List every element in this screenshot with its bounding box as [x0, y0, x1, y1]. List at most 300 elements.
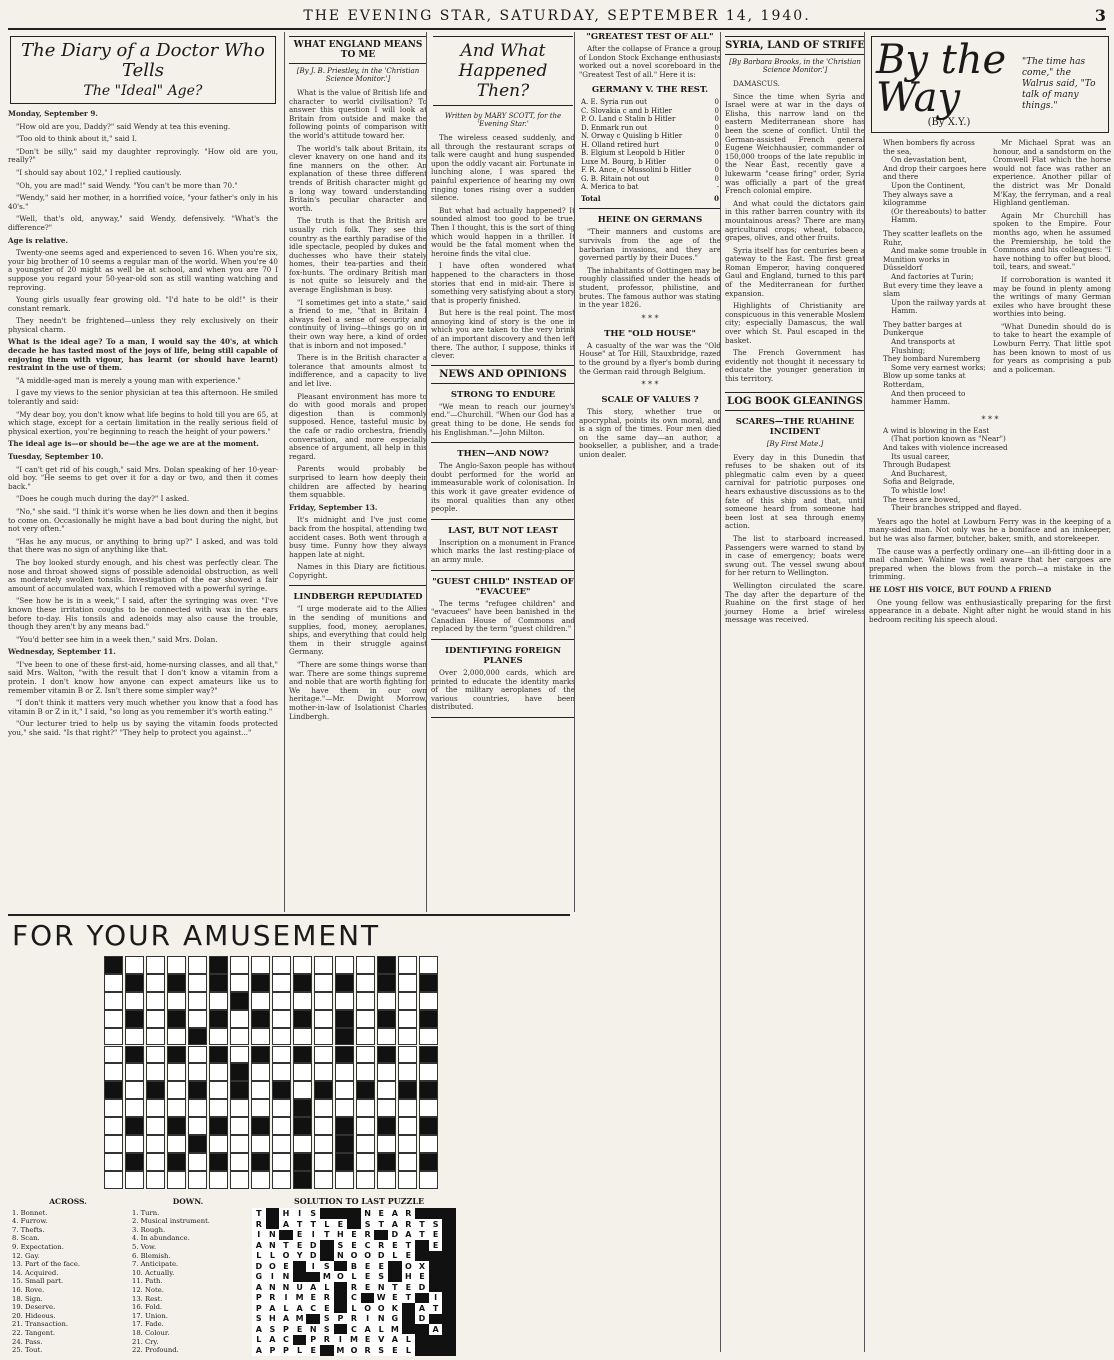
solution-cell: M	[293, 1292, 307, 1303]
crossword-cell	[251, 974, 270, 992]
solution-cell: E	[347, 1229, 361, 1240]
solution-cell: M	[334, 1345, 348, 1356]
crossword-cell	[188, 1028, 207, 1046]
solution-cell: N	[266, 1282, 280, 1293]
crossword-cell[interactable]	[125, 1099, 144, 1117]
diary-body	[8, 110, 278, 738]
across-clue: 4. Furrow.	[12, 1217, 48, 1226]
scoreboard-score: 0	[714, 140, 719, 149]
scoreboard-score: 0	[714, 157, 719, 166]
scoreboard-score: 0	[714, 98, 719, 107]
solution-cell: L	[252, 1334, 266, 1345]
crossword-cell	[335, 1117, 354, 1135]
crossword-cell[interactable]	[230, 1028, 249, 1046]
what-happened-body	[431, 134, 575, 361]
by-the-way-paragraph-2: HE LOST HIS VOICE, BUT FOUND A FRIEND	[869, 584, 1052, 594]
crossword-cell[interactable]	[104, 992, 123, 1010]
crossword-cell[interactable]	[146, 1063, 165, 1081]
down-clue: 18. Colour.	[132, 1328, 170, 1337]
lindbergh-headline: LINDBERGH REPUDIATED	[293, 592, 423, 603]
poem-line: And drop their cargoes here and there	[883, 163, 987, 182]
crossword-cell[interactable]	[188, 1117, 207, 1135]
crossword-cell[interactable]	[209, 992, 228, 1010]
scoreboard-name: N. Orway c Quisling b Hitler	[581, 132, 683, 141]
solution-cell: N	[266, 1240, 280, 1251]
crossword-cell[interactable]	[125, 992, 144, 1010]
crossword-cell[interactable]	[272, 1028, 291, 1046]
crossword-cell[interactable]	[356, 1099, 375, 1117]
crossword-cell	[377, 956, 396, 974]
what-happened-box	[433, 36, 573, 106]
diary-paragraph: "Don't be silly," said my daughter reprovingly. "How old are you, really?"	[8, 146, 278, 165]
solution-cell: G	[252, 1271, 266, 1282]
crossword-cell[interactable]	[188, 1063, 207, 1081]
down-clue: 13. Rest.	[132, 1294, 163, 1303]
crossword-cell	[419, 974, 438, 992]
crossword-cell[interactable]	[419, 1135, 438, 1153]
crossword-cell[interactable]	[188, 992, 207, 1010]
crossword-cell[interactable]	[104, 1063, 123, 1081]
by-the-way-poem-2	[869, 427, 1111, 513]
crossword-cell[interactable]	[398, 1117, 417, 1135]
solution-cell: S	[320, 1261, 334, 1272]
scale-values-body	[579, 408, 721, 460]
poem-line: Blow up some tanks at Rotterdam,	[883, 371, 966, 390]
solution-cell	[415, 1345, 429, 1356]
solution-cell: T	[429, 1303, 443, 1314]
crossword-cell[interactable]	[146, 1028, 165, 1046]
diary-paragraph: The ideal age is—or should be—the age we are at the moment.	[8, 439, 259, 449]
crossword-cell[interactable]	[356, 1010, 375, 1028]
crossword-cell	[104, 956, 123, 974]
crossword-cell[interactable]	[209, 1099, 228, 1117]
crossword-cell[interactable]	[209, 1171, 228, 1189]
crossword-cell[interactable]	[398, 1171, 417, 1189]
crossword-cell[interactable]	[356, 1171, 375, 1189]
crossword-cell	[230, 992, 249, 1010]
crossword-cell[interactable]	[335, 956, 354, 974]
crossword-cell[interactable]	[335, 1099, 354, 1117]
syria-paragraph: Since the time when Syria and Israel were at war in the days of Elisha, this narrow land on the eastern Mediterranean shore has been the scene of conflict. Until the German-assisted French general Eugene Weichhausier, commander of 150,000 troops of the late republic in the Near East, recently gave a lukewarm "cease firing" order, Syria was officially a part of the great French colonial empire.	[725, 91, 865, 196]
solution-cell: R	[361, 1345, 375, 1356]
crossword-cell[interactable]	[146, 974, 165, 992]
crossword-cell[interactable]	[188, 974, 207, 992]
log-book-body	[725, 454, 865, 625]
crossword-cell[interactable]	[209, 1135, 228, 1153]
news-item-text: The Anglo-Saxon people has without doubt performed for the world an immeasurable work of colonisation. In this work it gave greater evidence of its moral qualities than any other people.	[431, 461, 575, 514]
crossword-cell[interactable]	[272, 1117, 291, 1135]
crossword-cell[interactable]	[167, 1135, 186, 1153]
crossword-cell[interactable]	[125, 1171, 144, 1189]
crossword-cell[interactable]	[230, 1171, 249, 1189]
crossword-cell[interactable]	[272, 1046, 291, 1064]
crossword-cell	[419, 1117, 438, 1135]
solution-cell: W	[374, 1292, 388, 1303]
crossword-cell[interactable]	[104, 1171, 123, 1189]
log-book-headline: LOG BOOK GLEANINGS	[725, 392, 865, 411]
news-item-text: Inscription on a monument in France which marks the last resting-place of an army mule.	[431, 537, 575, 564]
heine-paragraph: The inhabitants of Gottingen may be roughly classified under the heads of student, professor, philistine, and brutes. The famous author was stating in the year 1826.	[579, 265, 721, 310]
crossword-cell[interactable]	[188, 1046, 207, 1064]
page-number: 3	[1094, 6, 1106, 25]
crossword-cell[interactable]	[146, 1010, 165, 1028]
poem-stanza	[869, 230, 987, 316]
crossword-cell	[377, 1117, 396, 1135]
crossword-cell[interactable]	[398, 974, 417, 992]
crossword-cell[interactable]	[230, 1010, 249, 1028]
crossword-cell[interactable]	[104, 1117, 123, 1135]
syria-byline: [By Barbara Brooks, in the 'Christian Science Monitor.']	[729, 58, 861, 74]
crossword-cell[interactable]	[272, 992, 291, 1010]
crossword-cell[interactable]	[356, 992, 375, 1010]
solution-cell: D	[415, 1313, 429, 1324]
crossword-cell[interactable]	[272, 1010, 291, 1028]
solution-cell: E	[374, 1261, 388, 1272]
crossword-cell	[419, 1153, 438, 1171]
crossword-cell[interactable]	[104, 1135, 123, 1153]
solution-heading: SOLUTION TO LAST PUZZLE	[294, 1196, 425, 1206]
scoreboard-total	[579, 195, 721, 204]
crossword-cell[interactable]	[125, 1063, 144, 1081]
poem-line: And make some trouble in	[891, 246, 987, 256]
scoreboard-row	[579, 183, 721, 192]
solution-cell: I	[293, 1208, 307, 1219]
diary-paragraph: Age is relative.	[8, 235, 69, 245]
crossword-cell[interactable]	[335, 1063, 354, 1081]
crossword-cell[interactable]	[188, 1010, 207, 1028]
crossword-cell[interactable]	[314, 1099, 333, 1117]
solution-cell: I	[266, 1271, 280, 1282]
crossword-cell[interactable]	[398, 1010, 417, 1028]
crossword-cell[interactable]	[314, 956, 333, 974]
crossword-cell[interactable]	[146, 1099, 165, 1117]
by-the-way-box	[871, 36, 1109, 133]
crossword-cell[interactable]	[398, 992, 417, 1010]
down-clues	[132, 1198, 244, 1355]
solution-cell: E	[361, 1334, 375, 1345]
news-item-text: "We mean to reach our journey's end."—Churchill. "When our God has a great thing to be done, He sends for his Englishman."—John Milton.	[431, 401, 575, 437]
solution-cell: G	[388, 1313, 402, 1324]
crossword-cell[interactable]	[272, 1171, 291, 1189]
crossword-cell[interactable]	[272, 1063, 291, 1081]
crossword-cell[interactable]	[104, 1028, 123, 1046]
crossword-cell[interactable]	[230, 1046, 249, 1064]
england-paragraph: Parents would probably be surprised to learn how deeply their children are affected by hearing them squabble.	[289, 464, 427, 500]
crossword-cell[interactable]	[167, 956, 186, 974]
crossword-cell	[167, 1153, 186, 1171]
crossword-grid[interactable]	[104, 956, 446, 1189]
crossword-cell[interactable]	[314, 1028, 333, 1046]
crossword-cell[interactable]	[377, 1081, 396, 1099]
solution-cell: R	[320, 1334, 334, 1345]
crossword-cell[interactable]	[188, 1171, 207, 1189]
crossword-cell	[335, 1046, 354, 1064]
what-happened-paragraph: But here is the real point. The most annoying kind of story is the one in which you are taken to the very brink of an important discovery and then left there. The author, I suppose, thinks it clever.	[431, 308, 575, 361]
diary-paragraph: I gave my views to the senior physician at tea this afternoon. He smiled tolerantly and said:	[8, 388, 278, 407]
diary-paragraph: Young girls usually fear growing old. "I'd hate to be old!" is their constant remark.	[8, 295, 278, 313]
walrus-quote: "The time has come," the Walrus said, "To talk of many things."	[1022, 57, 1096, 111]
crossword-cell[interactable]	[146, 956, 165, 974]
solution-cell: N	[279, 1271, 293, 1282]
crossword-cell[interactable]	[419, 1171, 438, 1189]
crossword-cell[interactable]	[251, 1081, 270, 1099]
crossword-cell[interactable]	[125, 1028, 144, 1046]
news-item-heading: IDENTIFYING FOREIGN PLANES	[445, 645, 561, 666]
crossword-cell[interactable]	[251, 1028, 270, 1046]
news-items	[431, 390, 575, 718]
old-house-paragraph: A casualty of the war was the "Old House" at Tor Hill, Stauxbridge, razed to the ground by a flyer's bomb during the German raid through Belgium.	[579, 340, 721, 376]
crossword-cell	[230, 1063, 249, 1081]
crossword-cell[interactable]	[419, 1099, 438, 1117]
solution-cell: L	[402, 1334, 416, 1345]
crossword-cell[interactable]	[314, 974, 333, 992]
crossword-cell[interactable]	[314, 1010, 333, 1028]
crossword-cell[interactable]	[314, 1117, 333, 1135]
syria-paragraph: The French Government has evidently not thought it necessary to educate the younger generation in this territory.	[725, 348, 865, 383]
lindbergh-paragraph: "There are some things worse than war. There are some things supreme and noble that are worth fighting for. We have them in our own heritage."—Mr. Dwight Morrow, mother-in-law of Isolationist Charles Lindbergh.	[289, 660, 427, 721]
crossword-cell[interactable]	[314, 1046, 333, 1064]
crossword-cell[interactable]	[419, 1063, 438, 1081]
scoreboard-score: 0	[714, 132, 719, 141]
solution-cell: R	[347, 1313, 361, 1324]
crossword-cell	[335, 1135, 354, 1153]
scoreboard-name: A. E. Syria run out	[581, 98, 647, 107]
crossword-cell[interactable]	[356, 1117, 375, 1135]
solution-cell: L	[279, 1303, 293, 1314]
diary-subhead: The "Ideal" Age?	[83, 83, 203, 99]
crossword-cell[interactable]	[167, 1081, 186, 1099]
crossword-cell[interactable]	[146, 992, 165, 1010]
crossword-cell[interactable]	[104, 1153, 123, 1171]
crossword-cell	[230, 1081, 249, 1099]
crossword-cell[interactable]	[251, 1063, 270, 1081]
scoreboard-name: Luxe M. Bourg, b Hitler	[581, 157, 666, 166]
solution-cell: I	[334, 1334, 348, 1345]
scoreboard-name: H. Olland retired hurt	[581, 140, 660, 149]
crossword-cell[interactable]	[272, 1153, 291, 1171]
crossword-cell[interactable]	[398, 1099, 417, 1117]
solution-cell: M	[320, 1271, 334, 1282]
crossword-cell[interactable]	[104, 1046, 123, 1064]
news-item-text: The terms "refugee children" and "evacuees" have been banished in the Canadian House of Commons and replaced by the term "guest children."	[431, 598, 575, 634]
crossword-cell[interactable]	[293, 1063, 312, 1081]
solution-cell: L	[402, 1345, 416, 1356]
crossword-cell[interactable]	[104, 1010, 123, 1028]
crossword-cell[interactable]	[293, 1081, 312, 1099]
solution-cell: R	[402, 1208, 416, 1219]
crossword-cell[interactable]	[356, 1028, 375, 1046]
crossword-cell[interactable]	[167, 1171, 186, 1189]
crossword-cell[interactable]	[251, 956, 270, 974]
column-by-the-way: By the Way (By X.Y.) "The time has come," the Walrus said, "To talk of many things." When bombers fly across the sea, On devastation bent, And drop their cargoes here and there Upon the Continent, They always save a kilogramme (Or thereabouts) to batter Hamm. They scatter leaflets on the Ruhr, And make some trouble in Munition works in Düsseldorf And factories at Turin; But every time they leave a slam Upon the railway yards at Hamm. They batter barges at Dunkerque And transports at Flushing; They bombard Nuremberg Some very earnest works; Blow up some tanks at Rotterdam, And then proceed to hammer Hamm. Mr Michael Sprat was an honour, and a sandstorm on the Cromwell Flat which the horse would not face was rather an experience. Another pillar of the district was Mr Donald M'Kay, the ferryman, and a real Highland gentleman. Again Mr Churchill has spoken to the Empire. Four months ago, when he assumed the Premiership, he told the Commons and his colleagues: "I have nothing to offer but blood, toil, tears, and sweat." If corroboration is wanted it may be found in plenty among the writings of many German exiles who have brought these worthies into being. "What Dunedin should do is to take to heart the example of Lowburn Ferry. That little spot has been known to most of us for years as comprising a pub and a policeman. * * * A wind is blowing in the East (That portion known as "Near") And takes with violence increased Its usual career, Through Budapest And Bucharest, Sofia and Belgrade, To whistle low! The trees are bowed, Their branches stripped and flayed. Years ago the hotel at Lowburn Ferry was in the keeping of a many-sided man. Not only was he a boniface and an innkeeper, but he was also farmer, butcher, baker, smith, and storekeeper. The cause was a perfectly ordinary one—an ill-fitting door in a mail chamber. Wahine was well aware that her cargoes are prepared when the blows from the porch—a mistake in the trimming. HE LOST HIS VOICE, BUT FOUND A FRIEND One young fellow was enthusiastically preparing for the first appearance in a debate. Night after night he would stand in his bedroom reciting his speech aloud.	[864, 32, 1111, 1352]
crossword-cell[interactable]	[146, 1171, 165, 1189]
crossword-cell	[377, 1010, 396, 1028]
crossword-cell[interactable]	[188, 1099, 207, 1117]
solution-cell: N	[361, 1208, 375, 1219]
crossword-cell[interactable]	[398, 1063, 417, 1081]
crossword-cell[interactable]	[293, 1028, 312, 1046]
scoreboard-score: 0	[714, 166, 719, 175]
crossword-cell[interactable]	[356, 974, 375, 992]
crossword-cell[interactable]	[419, 992, 438, 1010]
crossword-cell[interactable]	[356, 1153, 375, 1171]
crossword-cell[interactable]	[398, 1135, 417, 1153]
crossword-cell[interactable]	[125, 1135, 144, 1153]
crossword-cell[interactable]	[377, 1135, 396, 1153]
solution-cell: E	[334, 1219, 348, 1230]
solution-cell: E	[293, 1229, 307, 1240]
crossword-cell	[335, 1010, 354, 1028]
crossword-cell[interactable]	[398, 1046, 417, 1064]
news-opinions-headline: NEWS AND OPINIONS	[431, 365, 575, 384]
crossword-cell[interactable]	[125, 1081, 144, 1099]
solution-cell: L	[320, 1219, 334, 1230]
crossword-cell	[377, 974, 396, 992]
crossword-cell[interactable]	[230, 1153, 249, 1171]
crossword-cell[interactable]	[293, 1135, 312, 1153]
scale-values-headline: SCALE OF VALUES ?	[601, 395, 699, 406]
crossword-cell[interactable]	[377, 1063, 396, 1081]
solution-cell: H	[266, 1313, 280, 1324]
crossword-cell[interactable]	[230, 1099, 249, 1117]
solution-cell: Y	[293, 1250, 307, 1261]
crossword-cell[interactable]	[230, 1117, 249, 1135]
solution-grid	[252, 1208, 456, 1356]
crossword-cell[interactable]	[356, 1046, 375, 1064]
crossword-cell[interactable]	[398, 956, 417, 974]
crossword-cell[interactable]	[293, 992, 312, 1010]
england-paragraph: There is in the British character a tolerance that amounts almost to indifference, and a capacity to live and let live.	[289, 353, 427, 388]
crossword-cell[interactable]	[104, 974, 123, 992]
solution-cell: R	[361, 1229, 375, 1240]
down-clue: 6. Blemish.	[132, 1251, 171, 1260]
crossword-cell[interactable]	[272, 1135, 291, 1153]
crossword-cell[interactable]	[398, 1028, 417, 1046]
crossword-cell[interactable]	[167, 1099, 186, 1117]
poem-line: Upon the railway yards at Hamm.	[891, 297, 986, 316]
crossword-cell[interactable]	[314, 1153, 333, 1171]
solution-cell: S	[320, 1313, 334, 1324]
crossword-cell[interactable]	[104, 1099, 123, 1117]
crossword-cell[interactable]	[146, 1117, 165, 1135]
crossword-cell[interactable]	[251, 992, 270, 1010]
across-clue: 24. Pass.	[12, 1337, 43, 1346]
scoreboard-row	[579, 124, 721, 133]
by-the-way-paragraph-2: One young fellow was enthusiastically preparing for the first appearance in a debate. Night after night he would stand in his bedroom reciting his speech aloud.	[869, 597, 1111, 624]
poem-line: But every time they leave a slam	[883, 280, 983, 299]
crossword-cell[interactable]	[377, 1171, 396, 1189]
across-clue: 18. Sign.	[12, 1294, 43, 1303]
crossword-cell[interactable]	[146, 1153, 165, 1171]
crossword-cell[interactable]	[356, 1063, 375, 1081]
crossword-cell[interactable]	[335, 1171, 354, 1189]
solution-cell: N	[374, 1313, 388, 1324]
solution-cell: X	[415, 1261, 429, 1272]
crossword-cell[interactable]	[314, 1135, 333, 1153]
crossword-cell[interactable]	[377, 992, 396, 1010]
poem-line: Their branches stripped and flayed.	[891, 503, 1022, 513]
column-what-happened	[426, 32, 575, 912]
crossword-cell[interactable]	[167, 1063, 186, 1081]
crossword-cell[interactable]	[272, 956, 291, 974]
crossword-cell[interactable]	[251, 1135, 270, 1153]
by-the-way-prose	[993, 139, 1111, 412]
crossword-cell[interactable]	[314, 992, 333, 1010]
solution-cell: C	[306, 1303, 320, 1314]
syria-paragraph: Highlights of Christianity are conspicuous in this venerable Moslem city; especially Damascus, the wall over which St. Paul escaped in the basket.	[725, 301, 865, 345]
old-house-body	[579, 342, 721, 376]
solution-cell: A	[388, 1208, 402, 1219]
crossword-cell[interactable]	[230, 1135, 249, 1153]
crossword-cell[interactable]	[146, 1046, 165, 1064]
crossword-cell[interactable]	[125, 956, 144, 974]
solution-cell: A	[266, 1303, 280, 1314]
crossword-cell[interactable]	[335, 1081, 354, 1099]
solution-cell: L	[266, 1250, 280, 1261]
crossword-cell[interactable]	[272, 1099, 291, 1117]
solution-cell: P	[334, 1313, 348, 1324]
crossword-cell[interactable]	[209, 1028, 228, 1046]
crossword-cell[interactable]	[377, 1099, 396, 1117]
solution-cell: S	[252, 1313, 266, 1324]
table-title: GERMANY V. THE REST.	[591, 85, 709, 96]
solution-cell: E	[374, 1208, 388, 1219]
down-clue: 1. Turn.	[132, 1208, 160, 1217]
solution-cell: T	[320, 1229, 334, 1240]
log-book-subhead: SCARES—THE RUAHINE INCIDENT	[735, 416, 855, 437]
crossword-cell[interactable]	[335, 992, 354, 1010]
solution-cell: A	[293, 1303, 307, 1314]
crossword-cell[interactable]	[167, 1028, 186, 1046]
crossword-cell	[293, 1010, 312, 1028]
solution-cell: L	[374, 1324, 388, 1335]
crossword-cell[interactable]	[419, 956, 438, 974]
crossword-cell[interactable]	[419, 1028, 438, 1046]
crossword-cell[interactable]	[398, 1153, 417, 1171]
scoreboard-row	[579, 166, 721, 175]
down-clue: 21. Cry.	[132, 1337, 159, 1346]
solution-cell: O	[347, 1345, 361, 1356]
crossword-cell[interactable]	[209, 1063, 228, 1081]
crossword-cell[interactable]	[356, 956, 375, 974]
diary-paragraph: What is the ideal age? To a man, I would say the 40's, at which decade he has tasted most of the joys of life, being still capable of enjoying them with vigour, has learnt (or should have learnt) restraint in the use of them.	[8, 337, 278, 373]
across-clue: 20. Hideous.	[12, 1311, 56, 1320]
crossword-cell	[209, 1010, 228, 1028]
crossword-cell[interactable]	[188, 1153, 207, 1171]
crossword-cell[interactable]	[188, 956, 207, 974]
crossword-cell[interactable]	[146, 1135, 165, 1153]
crossword-cell	[272, 1081, 291, 1099]
by-the-way-paragraph: If corroboration is wanted it may be found in plenty among the writings of many German exiles who have brought these worthies into being.	[993, 274, 1111, 319]
crossword-cell[interactable]	[230, 956, 249, 974]
crossword-cell[interactable]	[314, 1171, 333, 1189]
crossword-cell	[209, 1117, 228, 1135]
crossword-cell[interactable]	[293, 956, 312, 974]
crossword-cell[interactable]	[272, 974, 291, 992]
syria-body	[725, 80, 865, 384]
crossword-cell[interactable]	[251, 1099, 270, 1117]
solution-cell: P	[279, 1345, 293, 1356]
crossword-cell[interactable]	[356, 1135, 375, 1153]
crossword-cell[interactable]	[377, 1028, 396, 1046]
crossword-cell[interactable]	[167, 992, 186, 1010]
solution-cell: E	[361, 1271, 375, 1282]
crossword-cell[interactable]	[314, 1063, 333, 1081]
solution-cell: S	[266, 1324, 280, 1335]
crossword-cell[interactable]	[209, 1081, 228, 1099]
crossword-cell[interactable]	[251, 1171, 270, 1189]
crossword-cell[interactable]	[230, 974, 249, 992]
